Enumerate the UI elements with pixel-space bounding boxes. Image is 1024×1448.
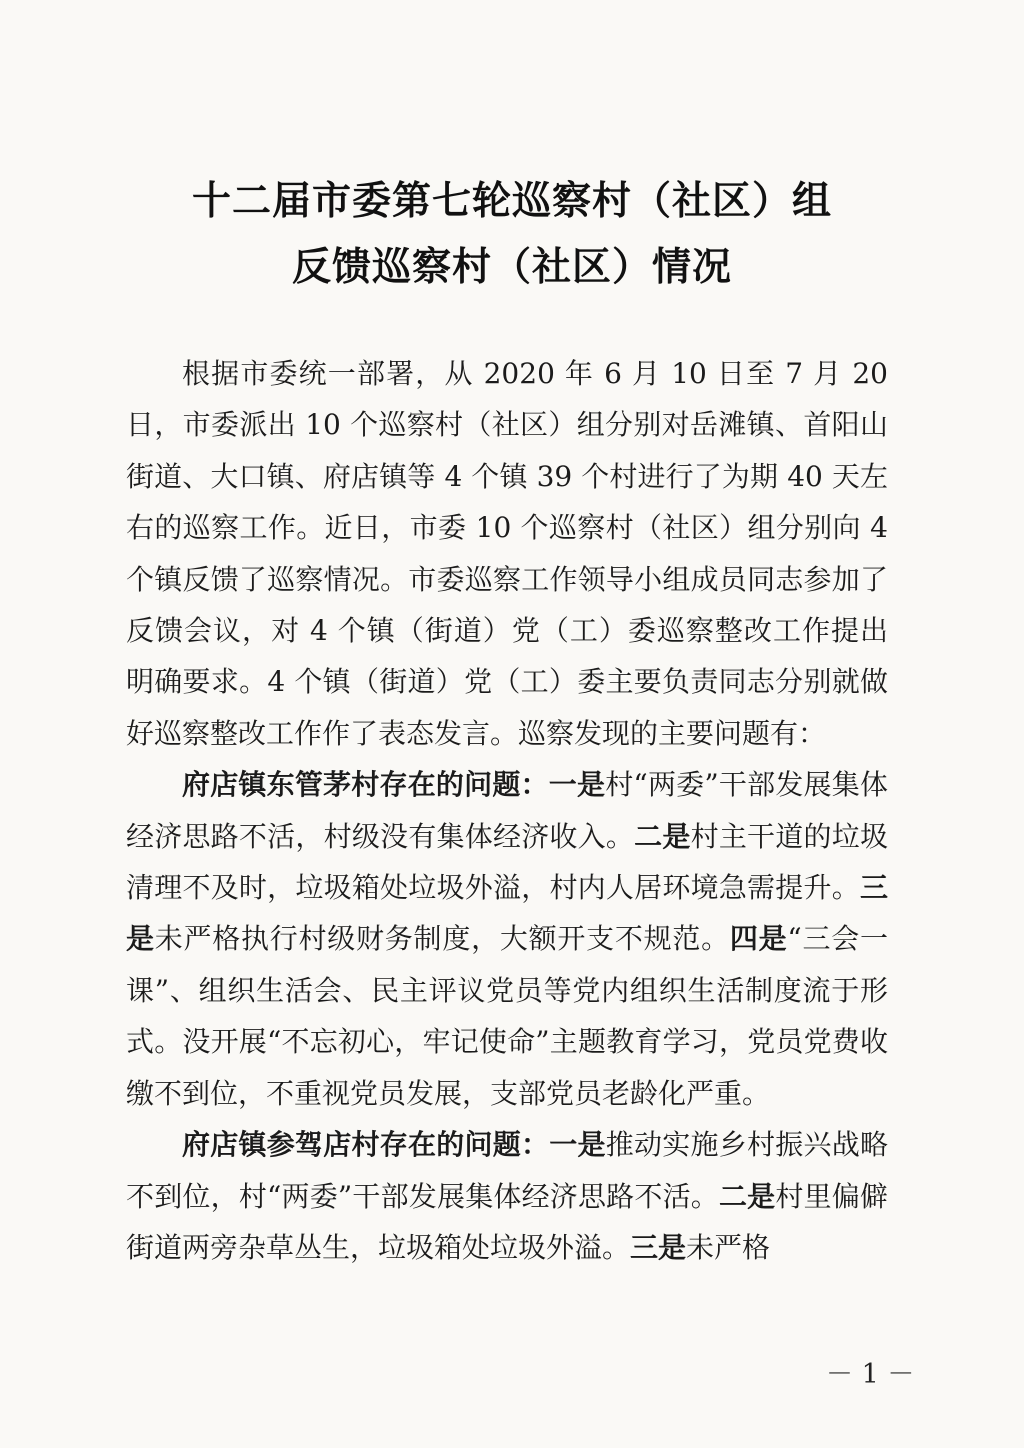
point-marker: 一是 bbox=[548, 768, 606, 802]
document-title bbox=[0, 168, 1024, 300]
point-marker: 二是 bbox=[718, 1179, 776, 1213]
village-paragraph-donguanmao bbox=[126, 759, 888, 1119]
village-paragraph-canjiadian bbox=[126, 1119, 888, 1273]
point-text: 推动实施乡村振兴战略不到位，村“两委”干部发展集体经济思路不活。 bbox=[126, 1128, 888, 1213]
point-marker: 三是 bbox=[126, 871, 888, 956]
point-text: 未严格 bbox=[686, 1230, 771, 1264]
page-number: － 1 － bbox=[826, 1359, 915, 1390]
point-text: 村主干道的垃圾清理不及时，垃圾箱处垃圾外溢，村内人居环境急需提升。 bbox=[126, 819, 888, 905]
point-text: 村里偏僻街道两旁杂草丛生，垃圾箱处垃圾外溢。 bbox=[126, 1179, 888, 1264]
point-text: 未严格执行村级财务制度，大额开支不规范。 bbox=[154, 922, 730, 956]
point-marker: 二是 bbox=[634, 819, 691, 853]
point-marker: 三是 bbox=[630, 1230, 687, 1264]
title-line-1: 十二届市委第七轮巡察村（社区）组 bbox=[191, 178, 832, 224]
point-text: “三会一课”、组织生活会、民主评议党员等党内组织生活制度流于形式。没开展“不忘初心，牢记使命”主题教育学习，党员党费收缴不到位，不重视党员发展，支部党员老龄化严重。 bbox=[126, 922, 888, 1110]
point-marker: 四是 bbox=[729, 922, 788, 956]
title-line-2: 反馈巡察村（社区）情况 bbox=[291, 244, 732, 290]
point-marker: 一是 bbox=[549, 1128, 606, 1162]
village-heading: 府店镇东管茅村存在的问题： bbox=[182, 768, 549, 802]
point-text: 村“两委”干部发展集体经济思路不活，村级没有集体经济收入。 bbox=[126, 768, 888, 853]
village-heading: 府店镇参驾店村存在的问题： bbox=[182, 1128, 550, 1162]
intro-paragraph: 根据市委统一部署，从 2020 年 6 月 10 日至 7 月 20 日，市委派出 10 个巡察村（社区）组分别对岳滩镇、首阳山街道、大口镇、府店镇等 4 个镇 39 个村进行了为期 40 天左右的巡察工作。近日，市委 10 个巡察村（社区）组分别向 4 个镇反馈了巡察情况。市委巡察工作领导小组成员同志参加了反馈会议，对 4 个镇（街道）党（工）委巡察整改工作提出明确要求。4 个镇（街道）党（工）委主要负责同志分别就做好巡察整改工作作了表态发言。巡察发现的主要问题有： bbox=[126, 357, 888, 750]
document-body bbox=[126, 348, 888, 1273]
